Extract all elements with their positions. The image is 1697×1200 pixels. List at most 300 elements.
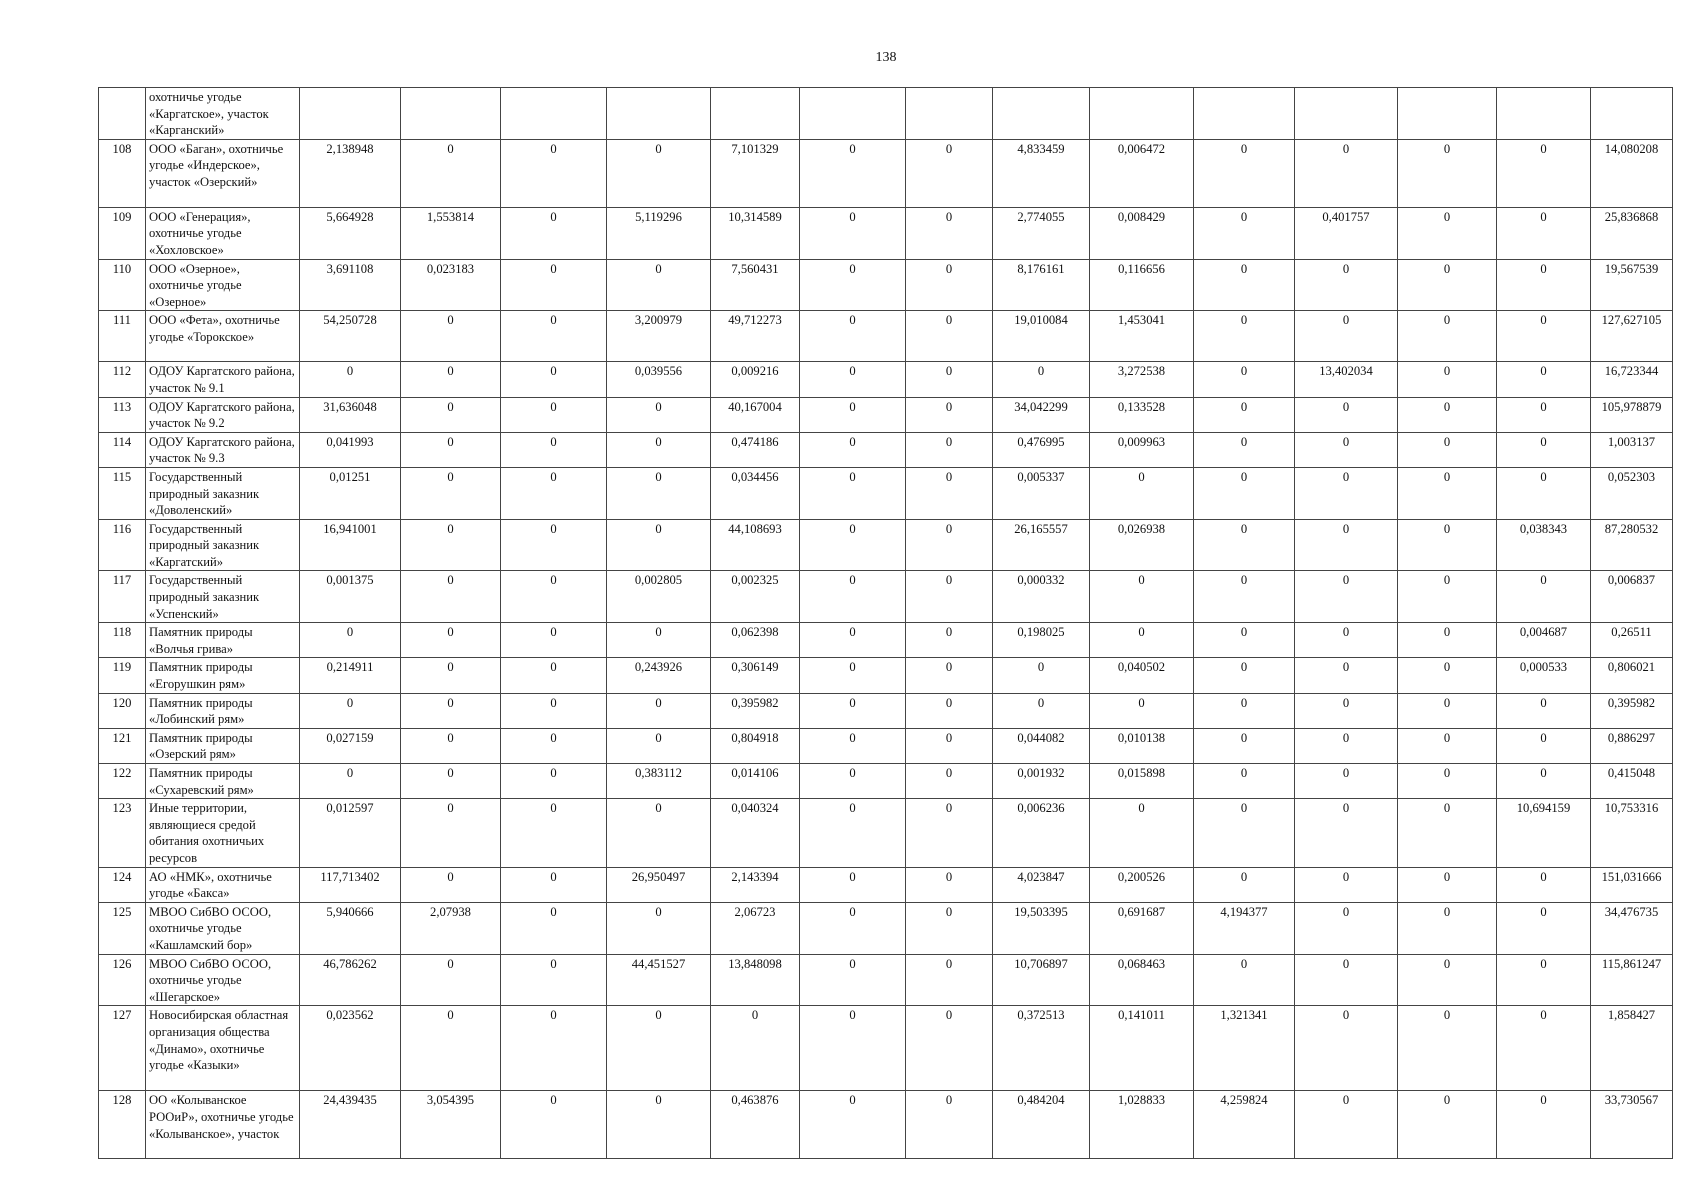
value-cell: 0 (401, 867, 501, 902)
value-cell: 0 (1497, 207, 1591, 259)
value-cell: 0 (401, 139, 501, 207)
row-number: 123 (99, 799, 146, 867)
value-cell: 0,015898 (1090, 764, 1194, 799)
value-cell: 2,143394 (711, 867, 800, 902)
value-cell: 0 (993, 693, 1090, 728)
value-cell: 0 (607, 693, 711, 728)
value-cell: 0 (906, 432, 993, 467)
value-cell (501, 88, 607, 140)
value-cell: 46,786262 (300, 954, 401, 1006)
table-row (99, 432, 1673, 467)
value-cell: 0 (800, 467, 906, 519)
value-cell: 13,402034 (1295, 362, 1398, 397)
value-cell: 0 (906, 867, 993, 902)
value-cell: 0 (607, 397, 711, 432)
value-cell: 0 (1295, 397, 1398, 432)
value-cell: 0 (1090, 799, 1194, 867)
total-cell: 1,003137 (1591, 432, 1673, 467)
value-cell: 0 (993, 362, 1090, 397)
value-cell: 0,041993 (300, 432, 401, 467)
value-cell: 0 (906, 658, 993, 693)
value-cell: 0,474186 (711, 432, 800, 467)
value-cell: 0 (501, 467, 607, 519)
value-cell: 0 (1090, 693, 1194, 728)
value-cell: 0 (1497, 139, 1591, 207)
territory-name: Новосибирская областная организация общества «Динамо», охотничье угодье «Казыки» (146, 1006, 300, 1091)
table-row (99, 728, 1673, 763)
value-cell: 0,141011 (1090, 1006, 1194, 1091)
row-number: 110 (99, 259, 146, 311)
value-cell: 0,039556 (607, 362, 711, 397)
value-cell: 0 (906, 1091, 993, 1159)
value-cell: 0 (800, 139, 906, 207)
value-cell: 0 (1194, 519, 1295, 571)
value-cell: 0,200526 (1090, 867, 1194, 902)
value-cell: 3,691108 (300, 259, 401, 311)
table-row-continuation (99, 88, 1673, 140)
table-row (99, 902, 1673, 954)
value-cell (300, 88, 401, 140)
value-cell: 0 (1295, 693, 1398, 728)
value-cell: 0 (1194, 397, 1295, 432)
value-cell: 0 (501, 519, 607, 571)
value-cell: 0 (800, 311, 906, 362)
value-cell: 19,010084 (993, 311, 1090, 362)
total-cell: 25,836868 (1591, 207, 1673, 259)
value-cell: 0 (1497, 259, 1591, 311)
value-cell: 0 (800, 362, 906, 397)
value-cell: 0 (501, 799, 607, 867)
value-cell: 0 (1398, 467, 1497, 519)
value-cell: 0 (501, 311, 607, 362)
value-cell: 0 (501, 764, 607, 799)
value-cell: 0 (501, 623, 607, 658)
total-cell: 87,280532 (1591, 519, 1673, 571)
total-cell: 14,080208 (1591, 139, 1673, 207)
value-cell: 0 (1295, 1006, 1398, 1091)
value-cell: 117,713402 (300, 867, 401, 902)
value-cell: 0 (906, 519, 993, 571)
value-cell: 0 (1295, 902, 1398, 954)
value-cell: 4,833459 (993, 139, 1090, 207)
table-row (99, 623, 1673, 658)
territory-name: ОО «Колыванское РООиР», охотничье угодье «Колыванское», участок (146, 1091, 300, 1159)
value-cell: 0 (300, 693, 401, 728)
value-cell: 0 (401, 432, 501, 467)
total-cell: 127,627105 (1591, 311, 1673, 362)
value-cell: 0 (401, 311, 501, 362)
territory-name: охотничье угодье «Каргатское», участок «Карганский» (146, 88, 300, 140)
value-cell: 0 (501, 397, 607, 432)
table-row (99, 1091, 1673, 1159)
value-cell: 24,439435 (300, 1091, 401, 1159)
value-cell: 0 (1194, 259, 1295, 311)
value-cell: 10,706897 (993, 954, 1090, 1006)
value-cell: 0 (1295, 867, 1398, 902)
territory-name: Памятник природы «Сухаревский рям» (146, 764, 300, 799)
row-number: 124 (99, 867, 146, 902)
value-cell: 0 (1398, 397, 1497, 432)
value-cell: 0 (1497, 362, 1591, 397)
value-cell: 0,062398 (711, 623, 800, 658)
value-cell: 0 (1295, 1091, 1398, 1159)
table-row (99, 467, 1673, 519)
value-cell: 0 (1194, 623, 1295, 658)
value-cell: 0,040502 (1090, 658, 1194, 693)
value-cell: 0 (1398, 1006, 1497, 1091)
value-cell: 0 (800, 867, 906, 902)
value-cell: 0 (1194, 207, 1295, 259)
value-cell: 0 (800, 623, 906, 658)
value-cell: 0,023562 (300, 1006, 401, 1091)
value-cell: 0 (607, 799, 711, 867)
value-cell: 0 (401, 764, 501, 799)
value-cell: 0 (501, 571, 607, 623)
territory-name: ОДОУ Каргатского района, участок № 9.1 (146, 362, 300, 397)
value-cell: 0 (1194, 728, 1295, 763)
value-cell: 0,306149 (711, 658, 800, 693)
value-cell: 0,002325 (711, 571, 800, 623)
territory-name: ООО «Озерное», охотничье угодье «Озерное» (146, 259, 300, 311)
value-cell: 0 (1295, 764, 1398, 799)
row-number: 127 (99, 1006, 146, 1091)
value-cell: 0 (501, 139, 607, 207)
total-cell: 0,006837 (1591, 571, 1673, 623)
value-cell: 0 (1295, 139, 1398, 207)
total-cell: 0,415048 (1591, 764, 1673, 799)
value-cell: 0,198025 (993, 623, 1090, 658)
territory-name: Памятник природы «Озерский рям» (146, 728, 300, 763)
value-cell: 0,006236 (993, 799, 1090, 867)
value-cell: 26,950497 (607, 867, 711, 902)
value-cell: 0 (1398, 311, 1497, 362)
value-cell: 2,06723 (711, 902, 800, 954)
value-cell: 0 (401, 1006, 501, 1091)
territory-name: Государственный природный заказник «Доволенский» (146, 467, 300, 519)
value-cell: 0 (607, 902, 711, 954)
value-cell: 0,804918 (711, 728, 800, 763)
row-number: 120 (99, 693, 146, 728)
value-cell: 2,138948 (300, 139, 401, 207)
row-number: 117 (99, 571, 146, 623)
value-cell: 0 (1497, 954, 1591, 1006)
value-cell: 0 (800, 519, 906, 571)
value-cell: 0 (401, 658, 501, 693)
value-cell: 0 (401, 954, 501, 1006)
value-cell: 0 (1398, 764, 1497, 799)
page-number: 138 (875, 50, 897, 65)
value-cell: 0 (1497, 467, 1591, 519)
value-cell: 0 (906, 139, 993, 207)
value-cell: 0,395982 (711, 693, 800, 728)
value-cell: 0 (401, 728, 501, 763)
value-cell: 0,002805 (607, 571, 711, 623)
value-cell: 0 (711, 1006, 800, 1091)
value-cell: 0 (1398, 432, 1497, 467)
value-cell: 0,023183 (401, 259, 501, 311)
value-cell (401, 88, 501, 140)
value-cell: 0 (1497, 432, 1591, 467)
value-cell: 26,165557 (993, 519, 1090, 571)
value-cell: 0 (1194, 693, 1295, 728)
territory-name: ООО «Фета», охотничье угодье «Торокское» (146, 311, 300, 362)
table-row (99, 867, 1673, 902)
value-cell: 0 (501, 867, 607, 902)
territory-name: АО «НМК», охотничье угодье «Бакса» (146, 867, 300, 902)
total-cell: 33,730567 (1591, 1091, 1673, 1159)
data-table (98, 87, 1673, 1159)
value-cell: 0 (993, 658, 1090, 693)
value-cell: 0 (1398, 571, 1497, 623)
total-cell: 16,723344 (1591, 362, 1673, 397)
value-cell: 0,001375 (300, 571, 401, 623)
table-row (99, 519, 1673, 571)
row-number: 121 (99, 728, 146, 763)
value-cell: 0 (607, 519, 711, 571)
value-cell: 5,119296 (607, 207, 711, 259)
value-cell: 0,000533 (1497, 658, 1591, 693)
value-cell: 0 (1398, 658, 1497, 693)
value-cell: 0 (1398, 259, 1497, 311)
value-cell: 0 (607, 139, 711, 207)
value-cell: 34,042299 (993, 397, 1090, 432)
value-cell: 0 (1497, 571, 1591, 623)
total-cell: 34,476735 (1591, 902, 1673, 954)
value-cell: 0 (401, 467, 501, 519)
value-cell: 5,940666 (300, 902, 401, 954)
value-cell: 1,028833 (1090, 1091, 1194, 1159)
value-cell: 0 (300, 764, 401, 799)
value-cell: 0 (1398, 902, 1497, 954)
table-row (99, 764, 1673, 799)
territory-name: МВОО СибВО ОСОО, охотничье угодье «Шегарское» (146, 954, 300, 1006)
value-cell: 0 (1398, 728, 1497, 763)
total-cell: 0,886297 (1591, 728, 1673, 763)
value-cell: 3,272538 (1090, 362, 1194, 397)
row-number: 122 (99, 764, 146, 799)
value-cell: 0,068463 (1090, 954, 1194, 1006)
value-cell: 0 (401, 693, 501, 728)
value-cell: 1,453041 (1090, 311, 1194, 362)
total-cell: 115,861247 (1591, 954, 1673, 1006)
value-cell: 0 (800, 432, 906, 467)
value-cell: 0 (1194, 954, 1295, 1006)
value-cell: 0,026938 (1090, 519, 1194, 571)
total-cell (1591, 88, 1673, 140)
value-cell: 0 (906, 799, 993, 867)
value-cell: 0 (906, 1006, 993, 1091)
table-row (99, 954, 1673, 1006)
value-cell: 0 (1497, 311, 1591, 362)
row-number: 119 (99, 658, 146, 693)
value-cell: 0 (1398, 519, 1497, 571)
value-cell: 0 (800, 693, 906, 728)
value-cell: 0 (1295, 728, 1398, 763)
value-cell: 10,314589 (711, 207, 800, 259)
value-cell: 0,214911 (300, 658, 401, 693)
value-cell: 0 (800, 728, 906, 763)
value-cell: 0 (607, 728, 711, 763)
value-cell: 31,636048 (300, 397, 401, 432)
value-cell: 0 (607, 1091, 711, 1159)
value-cell: 0,691687 (1090, 902, 1194, 954)
row-number: 114 (99, 432, 146, 467)
value-cell: 0 (501, 207, 607, 259)
value-cell: 0 (1090, 571, 1194, 623)
value-cell: 4,194377 (1194, 902, 1295, 954)
value-cell: 0 (1194, 467, 1295, 519)
value-cell: 0,133528 (1090, 397, 1194, 432)
value-cell: 0 (800, 799, 906, 867)
value-cell: 0 (906, 311, 993, 362)
value-cell (993, 88, 1090, 140)
value-cell: 0 (906, 397, 993, 432)
value-cell: 44,451527 (607, 954, 711, 1006)
value-cell: 0,009216 (711, 362, 800, 397)
value-cell: 0 (1194, 571, 1295, 623)
value-cell: 0 (1194, 432, 1295, 467)
value-cell: 0 (906, 571, 993, 623)
territory-name: ООО «Генерация», охотничье угодье «Хохловское» (146, 207, 300, 259)
row-number: 125 (99, 902, 146, 954)
value-cell: 0 (501, 693, 607, 728)
value-cell: 0 (1194, 764, 1295, 799)
row-number: 118 (99, 623, 146, 658)
value-cell: 0 (1497, 764, 1591, 799)
value-cell: 3,054395 (401, 1091, 501, 1159)
value-cell (1090, 88, 1194, 140)
total-cell: 0,395982 (1591, 693, 1673, 728)
value-cell: 0 (1295, 954, 1398, 1006)
value-cell: 0 (501, 728, 607, 763)
value-cell: 0,372513 (993, 1006, 1090, 1091)
value-cell: 0 (1194, 362, 1295, 397)
value-cell: 0 (1497, 902, 1591, 954)
table-row (99, 139, 1673, 207)
value-cell: 0 (800, 397, 906, 432)
value-cell: 8,176161 (993, 259, 1090, 311)
table-row (99, 311, 1673, 362)
row-number: 128 (99, 1091, 146, 1159)
value-cell: 0 (800, 207, 906, 259)
row-number: 115 (99, 467, 146, 519)
value-cell: 0 (906, 764, 993, 799)
value-cell: 0 (501, 658, 607, 693)
table-row (99, 207, 1673, 259)
value-cell: 1,321341 (1194, 1006, 1295, 1091)
value-cell: 4,023847 (993, 867, 1090, 902)
territory-name: МВОО СибВО ОСОО, охотничье угодье «Кашламский бор» (146, 902, 300, 954)
value-cell: 0 (1497, 867, 1591, 902)
value-cell: 0,009963 (1090, 432, 1194, 467)
value-cell: 0 (800, 1091, 906, 1159)
value-cell: 0,116656 (1090, 259, 1194, 311)
value-cell: 0 (401, 623, 501, 658)
value-cell: 0 (1295, 658, 1398, 693)
total-cell: 0,26511 (1591, 623, 1673, 658)
value-cell: 0,484204 (993, 1091, 1090, 1159)
value-cell (1398, 88, 1497, 140)
value-cell: 0 (1295, 519, 1398, 571)
value-cell: 0 (1090, 467, 1194, 519)
value-cell: 0 (906, 902, 993, 954)
value-cell: 0 (906, 728, 993, 763)
value-cell: 0 (501, 1091, 607, 1159)
value-cell: 7,560431 (711, 259, 800, 311)
value-cell: 0,383112 (607, 764, 711, 799)
value-cell: 0 (906, 954, 993, 1006)
row-number: 126 (99, 954, 146, 1006)
value-cell: 0,027159 (300, 728, 401, 763)
value-cell: 0 (1295, 799, 1398, 867)
value-cell: 0 (1398, 139, 1497, 207)
value-cell: 44,108693 (711, 519, 800, 571)
row-number: 108 (99, 139, 146, 207)
territory-name: ОДОУ Каргатского района, участок № 9.2 (146, 397, 300, 432)
value-cell: 7,101329 (711, 139, 800, 207)
value-cell: 0 (906, 362, 993, 397)
territory-name: Государственный природный заказник «Успенский» (146, 571, 300, 623)
value-cell: 0 (607, 1006, 711, 1091)
territory-name: Государственный природный заказник «Каргатский» (146, 519, 300, 571)
value-cell: 0 (1497, 693, 1591, 728)
table-row (99, 658, 1673, 693)
value-cell: 0 (1398, 362, 1497, 397)
territory-name: Памятник природы «Волчья грива» (146, 623, 300, 658)
value-cell: 0 (800, 1006, 906, 1091)
value-cell: 10,694159 (1497, 799, 1591, 867)
value-cell: 0 (1398, 623, 1497, 658)
row-number (99, 88, 146, 140)
total-cell: 151,031666 (1591, 867, 1673, 902)
value-cell: 0,014106 (711, 764, 800, 799)
value-cell: 0,401757 (1295, 207, 1398, 259)
total-cell: 0,806021 (1591, 658, 1673, 693)
value-cell: 0 (800, 658, 906, 693)
value-cell: 0 (1295, 311, 1398, 362)
value-cell: 0 (1295, 259, 1398, 311)
value-cell: 0 (401, 519, 501, 571)
value-cell: 0 (906, 207, 993, 259)
value-cell: 0 (1398, 867, 1497, 902)
total-cell: 10,753316 (1591, 799, 1673, 867)
value-cell: 0 (1194, 658, 1295, 693)
row-number: 113 (99, 397, 146, 432)
value-cell: 0 (401, 362, 501, 397)
row-number: 109 (99, 207, 146, 259)
value-cell: 0,044082 (993, 728, 1090, 763)
value-cell: 0 (607, 432, 711, 467)
value-cell: 0 (906, 693, 993, 728)
value-cell: 0,008429 (1090, 207, 1194, 259)
value-cell: 0 (1497, 397, 1591, 432)
value-cell: 19,503395 (993, 902, 1090, 954)
value-cell: 0,001932 (993, 764, 1090, 799)
value-cell: 0,038343 (1497, 519, 1591, 571)
value-cell (1295, 88, 1398, 140)
value-cell: 0 (800, 259, 906, 311)
row-number: 111 (99, 311, 146, 362)
territory-name: Памятник природы «Лобинский рям» (146, 693, 300, 728)
value-cell: 54,250728 (300, 311, 401, 362)
value-cell (800, 88, 906, 140)
value-cell: 0,012597 (300, 799, 401, 867)
value-cell: 1,553814 (401, 207, 501, 259)
table-row (99, 259, 1673, 311)
value-cell: 0 (501, 432, 607, 467)
table-body (99, 88, 1673, 1159)
value-cell: 0 (1194, 311, 1295, 362)
